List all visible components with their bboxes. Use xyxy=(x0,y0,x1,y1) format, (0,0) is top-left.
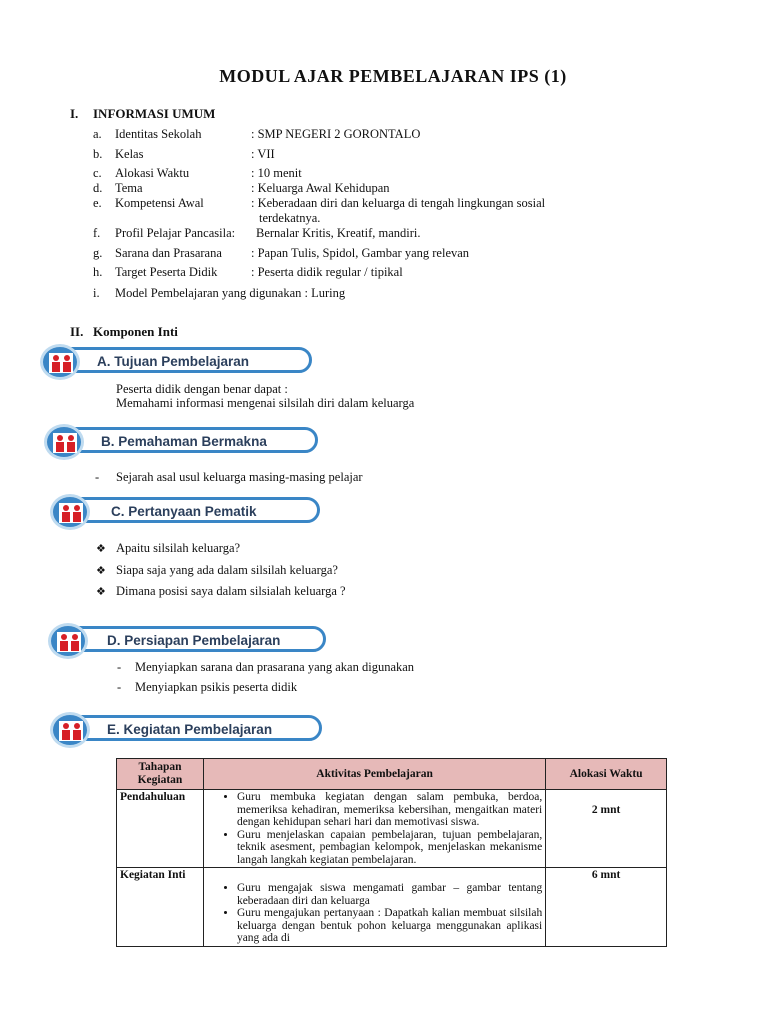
heading-d-label: D. Persiapan Pembelajaran xyxy=(107,633,281,648)
heading-b-label: B. Pemahaman Bermakna xyxy=(101,434,267,449)
part-a-line-1: Peserta didik dengan benar dapat : xyxy=(116,382,288,396)
people-icon xyxy=(40,344,80,380)
heading-banner-e xyxy=(50,712,326,746)
part-b-item: Sejarah asal usul keluarga masing-masing pelajar xyxy=(116,470,363,484)
question-3: Dimana posisi saya dalam silsialah keluarga ? xyxy=(116,584,346,598)
activities-cell xyxy=(203,868,545,947)
activities-table xyxy=(116,758,667,947)
stage-cell: Pendahuluan xyxy=(117,790,204,868)
column-header-time: Alokasi Waktu xyxy=(546,759,667,790)
heading-banner-d xyxy=(48,623,328,657)
preparation-2: Menyiapkan psikis peserta didik xyxy=(135,680,298,694)
activities-cell xyxy=(203,790,545,868)
section-1-heading: INFORMASI UMUM xyxy=(93,106,216,121)
section-2-heading: Komponen Inti xyxy=(93,324,178,339)
time-cell: 2 mnt xyxy=(546,790,667,868)
part-d-dash-2: - xyxy=(117,680,122,694)
part-d-dash-1: - xyxy=(117,660,122,674)
section-2-number: II. xyxy=(70,324,84,339)
table-header-row xyxy=(117,759,667,790)
part-b-dash: - xyxy=(95,470,100,484)
people-icon xyxy=(50,494,90,530)
time-cell: 6 mnt xyxy=(546,868,667,947)
diamond-bullet-icon: ❖ xyxy=(96,543,106,555)
question-2: Siapa saja yang ada dalam silsilah keluarga? xyxy=(116,563,338,577)
heading-a-label: A. Tujuan Pembelajaran xyxy=(97,354,250,369)
preparation-1: Menyiapkan sarana dan prasarana yang akan digunakan xyxy=(135,660,415,674)
people-icon xyxy=(48,623,88,659)
table-row xyxy=(117,790,667,868)
people-icon xyxy=(44,424,84,460)
heading-e-label: E. Kegiatan Pembelajaran xyxy=(107,722,273,737)
column-header-activities: Aktivitas Pembelajaran xyxy=(203,759,545,790)
heading-c-label: C. Pertanyaan Pematik xyxy=(111,504,257,519)
part-a-line-2: Memahami informasi mengenai silsilah diri dalam keluarga xyxy=(116,396,415,410)
column-header-stage: Tahapan Kegiatan xyxy=(117,759,204,790)
heading-banner-c xyxy=(50,494,322,528)
diamond-bullet-icon: ❖ xyxy=(96,586,106,598)
document-title: MODUL AJAR PEMBELAJARAN IPS (1) xyxy=(219,66,567,86)
activity-item: • Guru menjelaskan capaian pembelajaran, tujuan pembelajaran, teknik asesment, pembagian kelompok, menjelaskan mekanisme langah langkah kegiatan pembelajaran. xyxy=(237,829,542,867)
section-1-number: I. xyxy=(70,106,79,121)
question-1: Apaitu silsilah keluarga? xyxy=(116,541,241,555)
people-icon xyxy=(50,712,90,748)
heading-banner-b xyxy=(44,424,320,458)
stage-cell: Kegiatan Inti xyxy=(117,868,204,947)
table-row xyxy=(117,868,667,947)
activity-item: • Guru membuka kegiatan dengan salam pembuka, berdoa, memeriksa kehadiran, memeriksa kebersihan, mengaitkan materi dengan kehidupan sehari hari dan memotivasi siswa. xyxy=(237,791,542,829)
activity-item: • Guru mengajak siswa mengamati gambar – gambar tentang keberadaan diri dan keluarga xyxy=(237,882,542,907)
activity-item: • Guru mengajukan pertanyaan : Dapatkah kalian membuat silsilah keluarga dengan bentuk pohon keluarga menggunakan aplikasi yang ada di xyxy=(237,907,542,945)
heading-banner-a xyxy=(40,344,312,378)
diamond-bullet-icon: ❖ xyxy=(96,565,106,577)
